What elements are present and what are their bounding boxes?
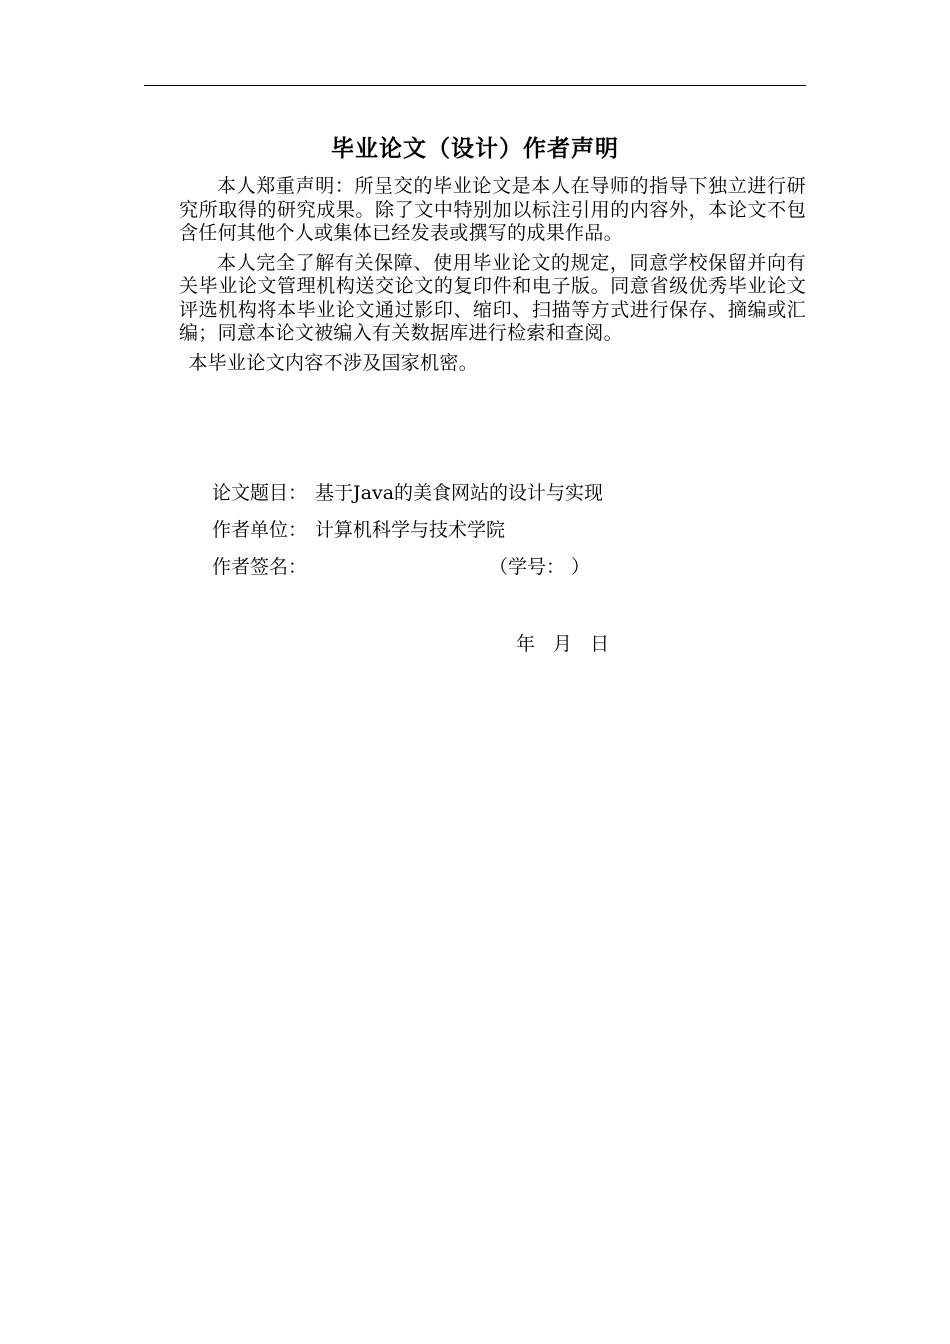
author-signature-label: 作者签名： bbox=[212, 556, 308, 578]
author-signature-row bbox=[212, 555, 603, 579]
thesis-title-label: 论文题目： bbox=[212, 482, 308, 504]
header-rule bbox=[144, 85, 806, 86]
page-title: 毕业论文（设计）作者声明 bbox=[331, 136, 619, 162]
author-unit-label: 作者单位： bbox=[212, 519, 308, 541]
declaration-paragraph-1: 本人郑重声明：所呈交的毕业论文是本人在导师的指导下独立进行研究所取得的研究成果。除了文中特别加以标注引用的内容外，本论文不包含任何其他个人或集体已经发表或撰写的成果作品。 bbox=[179, 175, 806, 244]
thesis-title-row bbox=[212, 481, 603, 505]
thesis-title-value: 基于Java的美食网站的设计与实现 bbox=[315, 482, 604, 504]
confidentiality-statement: 本毕业论文内容不涉及国家机密。 bbox=[188, 351, 479, 374]
declaration-paragraph-2: 本人完全了解有关保障、使用毕业论文的规定，同意学校保留并向有关毕业论文管理机构送交论文的复印件和电子版。同意省级优秀毕业论文评选机构将本毕业论文通过影印、缩印、扫描等方式进行保存、摘编或汇编；同意本论文被编入有关数据库进行检索和查阅。 bbox=[179, 251, 806, 344]
author-unit-value: 计算机科学与技术学院 bbox=[315, 519, 506, 541]
student-id-label: （学号： ） bbox=[489, 556, 591, 578]
author-unit-row bbox=[212, 518, 603, 542]
declaration-body bbox=[179, 175, 806, 375]
signature-date: 年 月 日 bbox=[516, 633, 616, 655]
author-info bbox=[212, 481, 603, 592]
